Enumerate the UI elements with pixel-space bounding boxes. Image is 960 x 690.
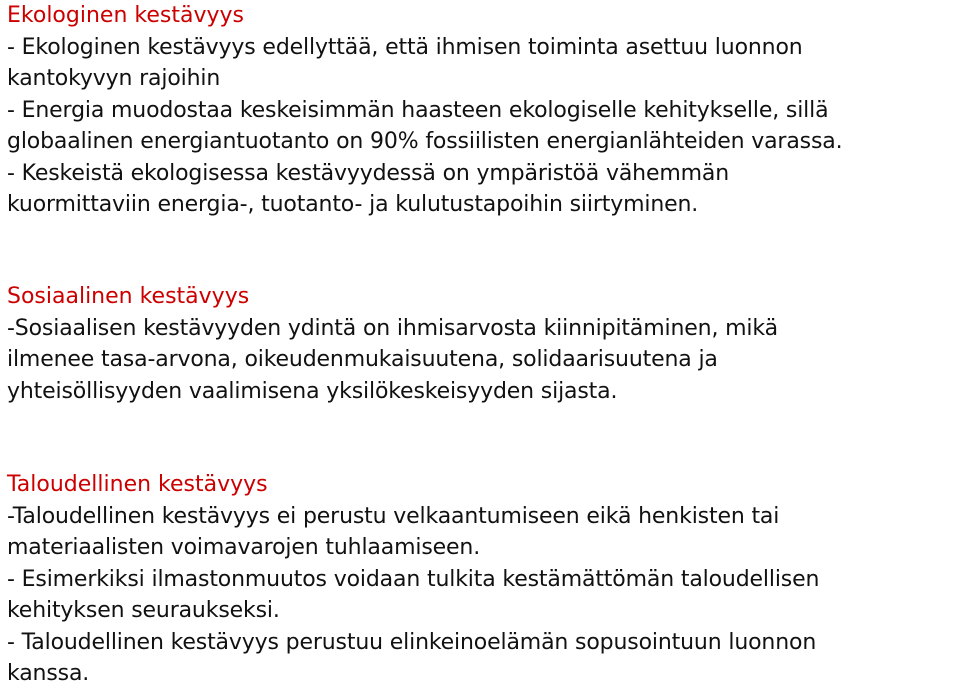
text-line: materiaalisten voimavarojen tuhlaamiseen. [7,535,481,560]
text-line: -Sosiaalisen kestävyyden ydintä on ihmisarvosta kiinnipitäminen, mikä [7,315,778,341]
text-line: - Ekologinen kestävyys edellyttää, että ihmisen toiminta asettuu luonnon [7,34,803,60]
text-line: kantokyvyn rajoihin [7,66,221,91]
text-line: globaalinen energiantuotanto on 90% fossiilisten energianlähteiden varassa. [7,129,843,154]
section-heading: Taloudellinen kestävyys [7,472,268,497]
text-line: kanssa. [7,661,90,686]
section-ecological-sustainability [7,0,955,221]
slide-content [7,0,955,686]
text-line: yhteisöllisyyden vaalimisena yksilökeskeisyyden sijasta. [7,378,618,404]
section-heading: Sosiaalinen kestävyys [7,284,250,309]
section-economic-sustainability [7,469,955,690]
text-line: - Keskeistä ekologisessa kestävyydessä on ympäristöä vähemmän [7,160,730,186]
text-line: kehityksen seuraukseksi. [7,598,280,623]
text-line: - Esimerkiksi ilmastonmuutos voidaan tulkita kestämättömän taloudellisen [7,566,820,592]
text-line: kuormittaviin energia-, tuotanto- ja kulutustapoihin siirtyminen. [7,192,699,217]
text-line: - Energia muodostaa keskeisimmän haasteen ekologiselle kehitykselle, sillä [7,97,829,123]
text-line: - Taloudellinen kestävyys perustuu elinkeinoelämän sopusointuun luonnon [7,629,817,655]
section-heading: Ekologinen kestävyys [7,3,244,28]
section-social-sustainability [7,281,955,407]
text-line: ilmenee tasa-arvona, oikeudenmukaisuutena, solidaarisuutena ja [7,347,718,372]
text-line: -Taloudellinen kestävyys ei perustu velkaantumiseen eikä henkisten tai [7,503,780,529]
